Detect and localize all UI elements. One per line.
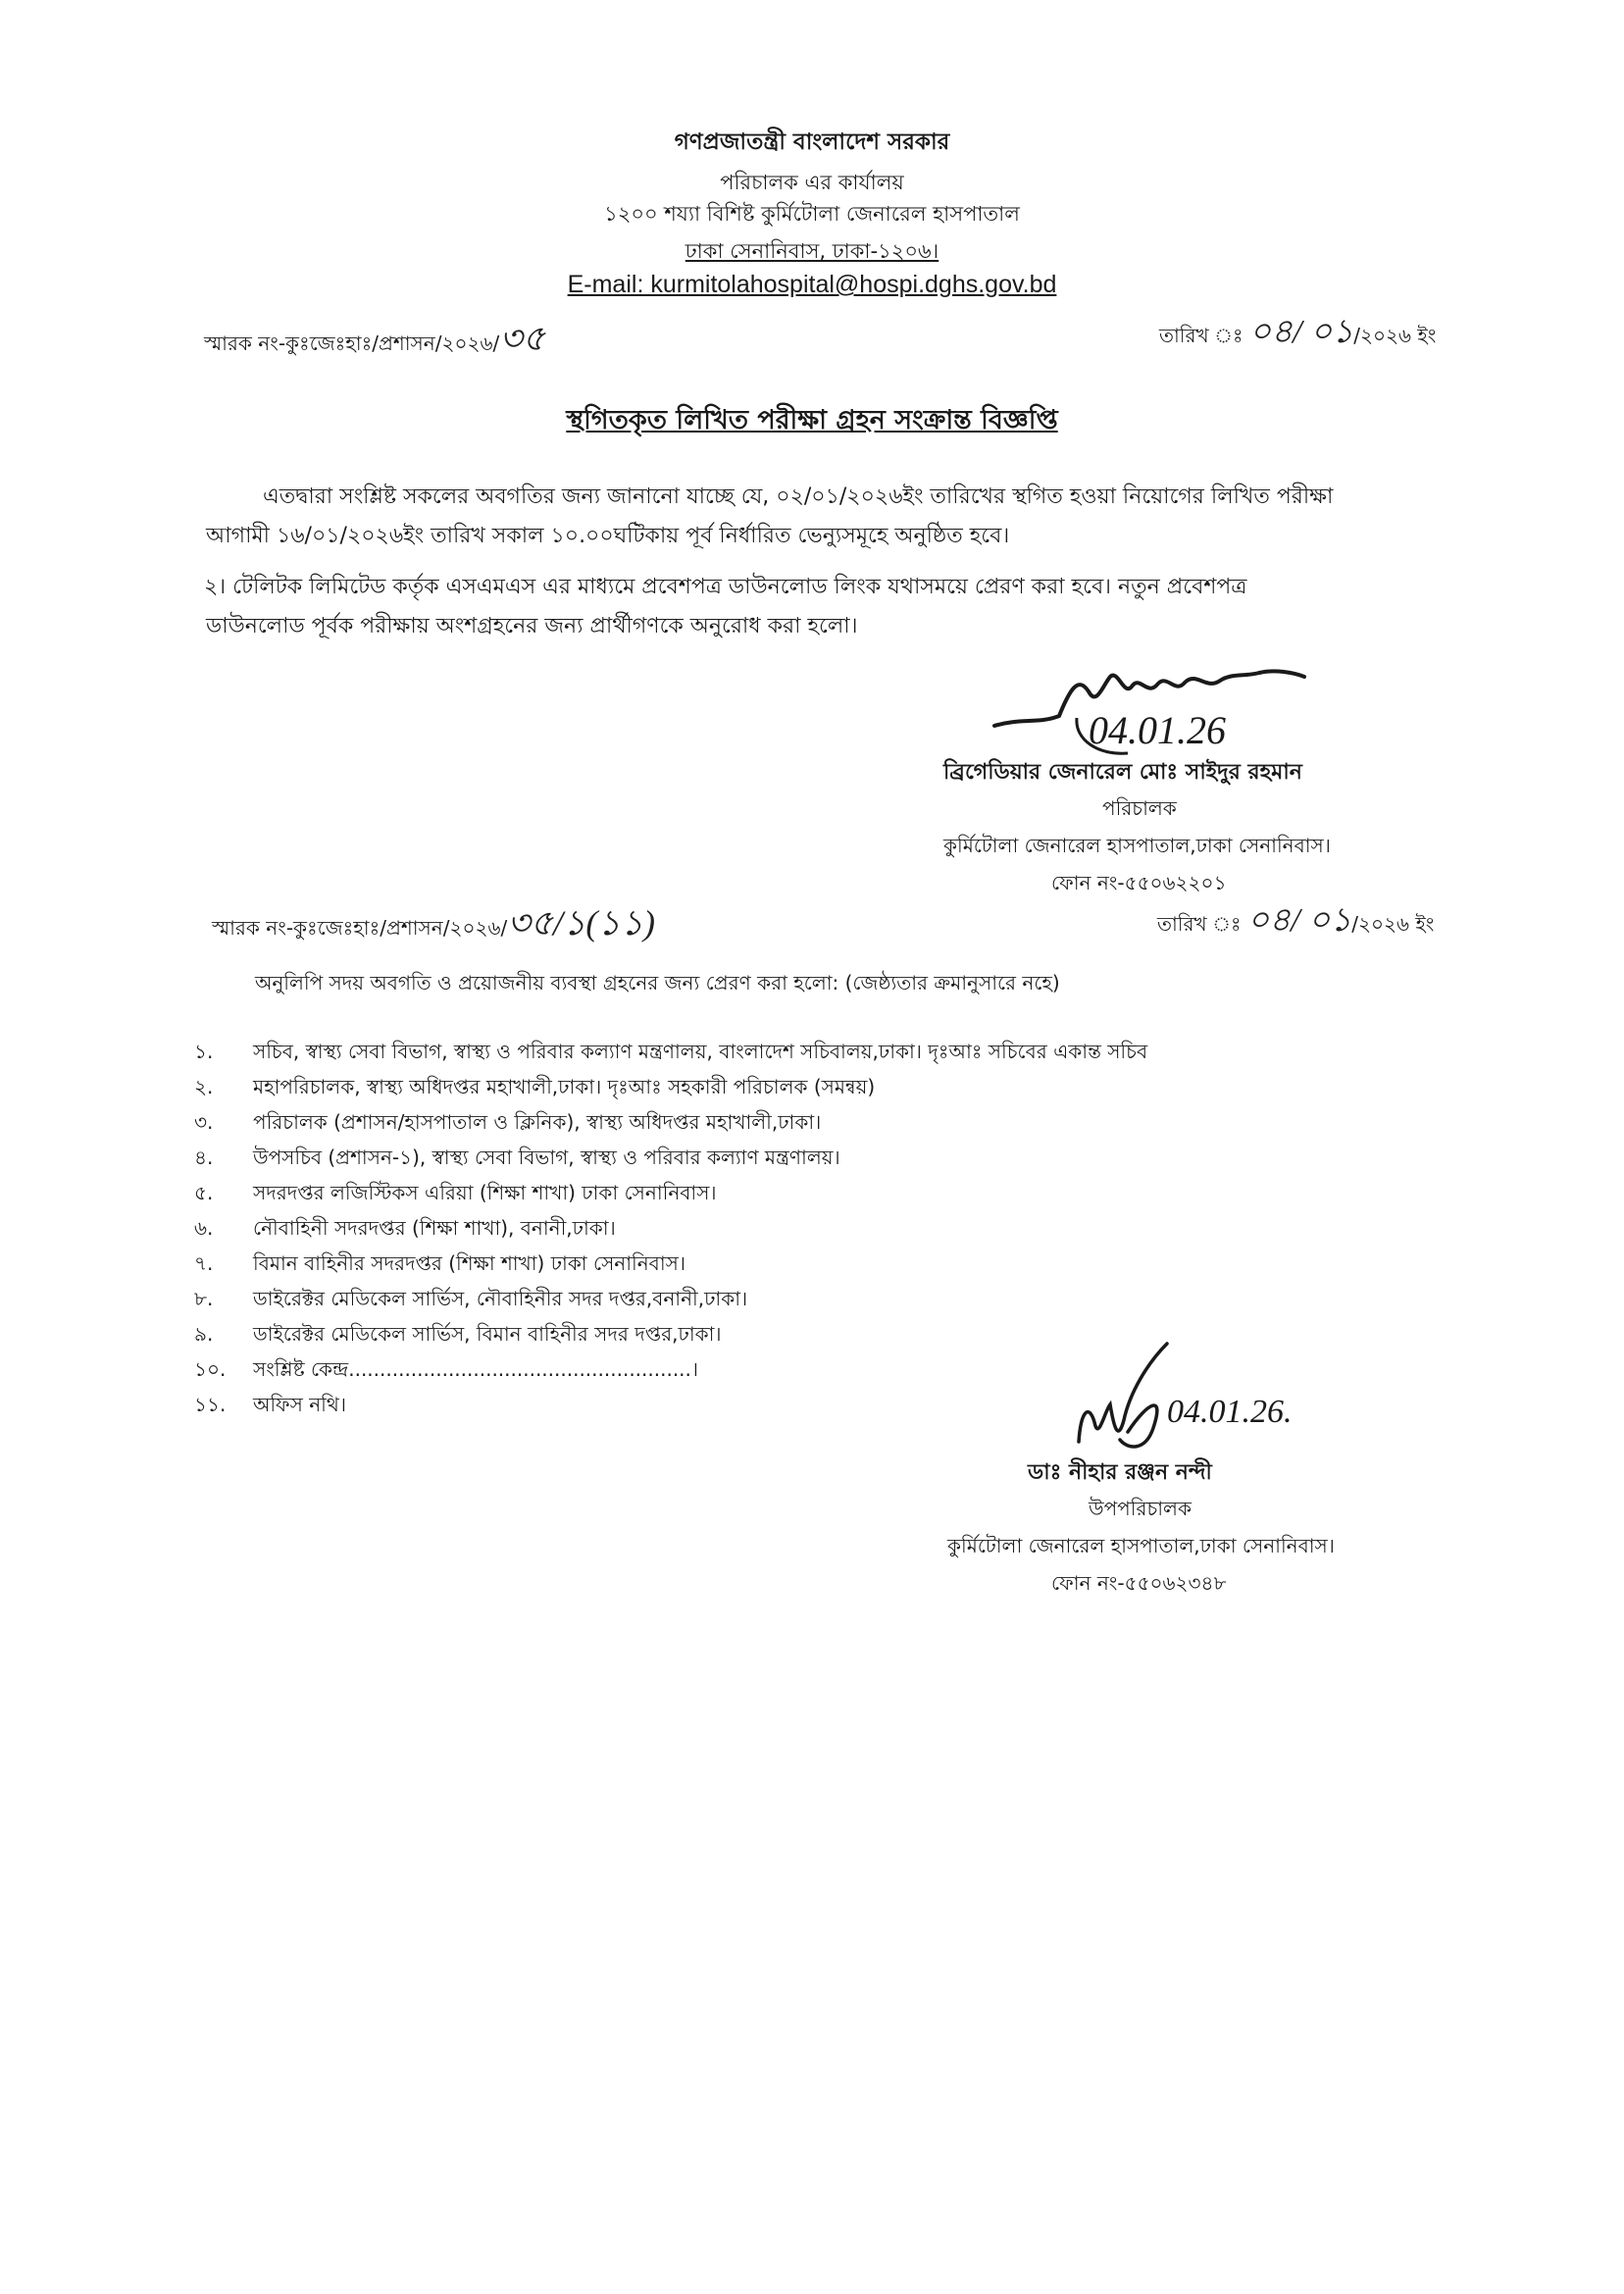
hospital-title: ১২০০ শয্যা বিশিষ্ট কুর্মিটোলা জেনারেল হাসপাতাল [604, 202, 1020, 226]
date-2-handwritten: ০৪/ ০১ [1246, 902, 1352, 939]
director-name: ব্রিগেডিয়ার জেনারেল মোঃ সাইদুর রহমান [943, 760, 1302, 785]
list-item: ৭. বিমান বাহিনীর সদরদপ্তর (শিক্ষা শাখা) ঢাকা সেনানিবাস। [194, 1251, 685, 1275]
deputy-director-signature [1059, 1334, 1334, 1471]
director-signature [981, 647, 1334, 765]
date-2: তারিখ ঃ ০৪/ ০১/২০২৬ ইং [1157, 902, 1435, 939]
copy-intro: অনুলিপি সদয় অবগতি ও প্রয়োজনীয় ব্যবস্থা গ্রহনের জন্য প্রেরণ করা হলো: (জেষ্ঠ্যতার ক্রমানুসারে নহে) [255, 971, 1060, 994]
list-item: ১০. সংশ্লিষ্ট কেন্দ্র.......................................................। [194, 1357, 699, 1381]
date-1: তারিখ ঃ ০৪/ ০১/২০২৬ ইং [1159, 314, 1437, 350]
list-item: ৯. ডাইরেক্টর মেডিকেল সার্ভিস, বিমান বাহিনীর সদর দপ্তর,ঢাকা। [194, 1322, 722, 1346]
office-title: পরিচালক এর কার্যালয় [720, 171, 904, 194]
address-line: ঢাকা সেনানিবাস, ঢাকা-১২০৬। [685, 239, 939, 263]
list-item: ৩. পরিচালক (প্রশাসন/হাসপাতাল ও ক্লিনিক), স্বাস্থ্য অধিদপ্তর মহাখালী,ঢাকা। [194, 1110, 822, 1134]
memo-number-1: স্মারক নং-কুঃজেঃহাঃ/প্রশাসন/২০২৬/৩৫ [204, 319, 545, 358]
list-item: ৪. উপসচিব (প্রশাসন-১), স্বাস্থ্য সেবা বিভাগ, স্বাস্থ্য ও পরিবার কল্যাণ মন্ত্রণালয়। [194, 1146, 840, 1169]
list-item: ৬. নৌবাহিনী সদরদপ্তর (শিক্ষা শাখা), বনানী,ঢাকা। [194, 1216, 616, 1240]
notice-para1-line2: আগামী ১৬/০১/২০২৬ইং তারিখ সকাল ১০.০০ঘটিকায় পূর্ব নির্ধারিত ভেন্যুসমূহে অনুষ্ঠিত হবে। [206, 524, 1010, 548]
list-item: ১. সচিব, স্বাস্থ্য সেবা বিভাগ, স্বাস্থ্য ও পরিবার কল্যাণ মন্ত্রণালয়, বাংলাদেশ সচিবালয়,ঢাকা। দৃঃআঃ সচিবের একান্ত সচিব [194, 1040, 1148, 1063]
director-signature-date: 04.01.26 [1089, 708, 1226, 752]
list-item: ২. মহাপরিচালক, স্বাস্থ্য অধিদপ্তর মহাখালী,ঢাকা। দৃঃআঃ সহকারী পরিচালক (সমন্বয়) [194, 1075, 876, 1098]
director-phone: ফোন নং-৫৫০৬২২০১ [1051, 871, 1227, 894]
govt-title: গণপ্রজাতন্ত্রী বাংলাদেশ সরকার [674, 129, 950, 155]
notice-para2-line2: ডাউনলোড পূর্বক পরীক্ষায় অংশগ্রহনের জন্য প্রার্থীগণকে অনুরোধ করা হলো। [206, 614, 858, 638]
list-item: ৮. ডাইরেক্টর মেডিকেল সার্ভিস, নৌবাহিনীর সদর দপ্তর,বনানী,ঢাকা। [194, 1287, 748, 1310]
notice-title: স্থগিতকৃত লিখিত পরীক্ষা গ্রহন সংক্রান্ত বিজ্ঞপ্তি [566, 405, 1058, 435]
memo-number-1-handwritten: ৩৫ [499, 319, 545, 358]
deputy-director-name: ডাঃ নীহার রঞ্জন নন্দী [1028, 1460, 1212, 1485]
memo-number-2: স্মারক নং-কুঃজেঃহাঃ/প্রশাসন/২০২৬/৩৫/১(১১) [212, 903, 656, 943]
notice-para2-line1: ২। টেলিটক লিমিটেড কর্তৃক এসএমএস এর মাধ্যমে প্রবেশপত্র ডাউনলোড লিংক যথাসময়ে প্রেরণ করা হবে। নতুন প্রবেশপত্র [204, 575, 1247, 599]
email-line: E-mail: kurmitolahospital@hospi.dghs.gov.bd [567, 271, 1057, 298]
director-org: কুর্মিটোলা জেনারেল হাসপাতাল,ঢাকা সেনানিবাস। [943, 834, 1331, 857]
memo-number-2-handwritten: ৩৫/১(১১) [507, 903, 656, 943]
list-item: ১১. অফিস নথি। [194, 1393, 346, 1416]
deputy-director-org: কুর্মিটোলা জেনারেল হাসপাতাল,ঢাকা সেনানিবাস। [947, 1534, 1335, 1557]
date-1-handwritten: ০৪/ ০১ [1248, 314, 1354, 350]
list-item: ৫. সদরদপ্তর লজিস্টিকস এরিয়া (শিক্ষা শাখা) ঢাকা সেনানিবাস। [194, 1181, 717, 1204]
deputy-director-designation: উপপরিচালক [1089, 1497, 1192, 1520]
director-designation: পরিচালক [1102, 796, 1177, 820]
deputy-director-signature-date: 04.01.26. [1167, 1394, 1293, 1430]
notice-para1-line1: এতদ্বারা সংশ্লিষ্ট সকলের অবগতির জন্য জানানো যাচ্ছে যে, ০২/০১/২০২৬ইং তারিখের স্থগিত হওয়া নিয়োগের লিখিত পরীক্ষা [263, 484, 1334, 509]
deputy-director-phone: ফোন নং-৫৫০৬২৩৪৮ [1051, 1571, 1227, 1595]
